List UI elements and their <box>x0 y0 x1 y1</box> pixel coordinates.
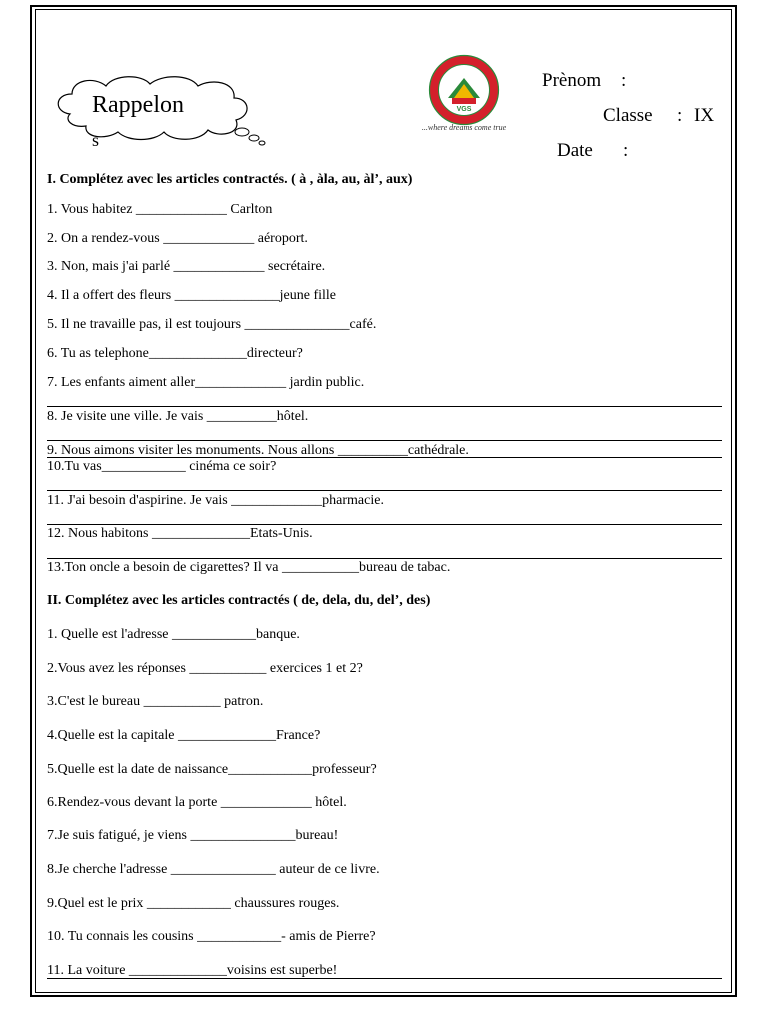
exercise-2-question: 11. La voiture ______________voisins est superbe! <box>47 963 338 978</box>
cloud-title: Rappelon <box>92 92 184 118</box>
exercise-2-question: 8.Je cherche l'adresse _______________ auteur de ce livre. <box>47 862 380 877</box>
answer-line <box>47 490 722 491</box>
exercise-1-question: 7. Les enfants aiment aller_____________ jardin public. <box>47 375 365 390</box>
answer-line <box>47 978 722 979</box>
cloud-title-continuation: s <box>92 130 100 150</box>
exercise-1-question: 6. Tu as telephone______________directeur? <box>47 346 303 361</box>
exercise-1-question: 13.Ton oncle a besoin de cigarettes? Il va ___________bureau de tabac. <box>47 560 451 575</box>
exercise-1-question: 8. Je visite une ville. Je vais __________hôtel. <box>47 409 309 424</box>
prenom-colon: : <box>621 70 627 91</box>
logo-tagline: ...where dreams come true <box>421 123 507 132</box>
exercise-2-question: 6.Rendez-vous devant la porte _____________ hôtel. <box>47 795 347 810</box>
answer-line <box>47 457 722 458</box>
exercise-2-question: 9.Quel est le prix ____________ chaussures rouges. <box>47 896 340 911</box>
exercise-1-question: 5. Il ne travaille pas, il est toujours _______________café. <box>47 317 377 332</box>
exercise-1-question: 1. Vous habitez _____________ Carlton <box>47 202 273 217</box>
date-colon: : <box>623 140 629 161</box>
exercise-2-question: 3.C'est le bureau ___________ patron. <box>47 694 264 709</box>
exercise-1-question: 12. Nous habitons ______________Etats-Unis. <box>47 526 313 541</box>
section-2-title: II. Complétez avec les articles contractés ( de, dela, du, del’, des) <box>47 593 431 608</box>
prenom-label: Prènom <box>542 70 602 91</box>
exercise-2-question: 7.Je suis fatigué, je viens _______________bureau! <box>47 828 339 843</box>
exercise-1-question: 9. Nous aimons visiter les monuments. Nous allons __________cathédrale. <box>47 443 469 458</box>
exercise-2-question: 5.Quelle est la date de naissance____________professeur? <box>47 762 377 777</box>
exercise-2-question: 10. Tu connais les cousins ____________- amis de Pierre? <box>47 929 376 944</box>
answer-line <box>47 440 722 441</box>
date-label: Date <box>557 140 593 161</box>
classe-colon: : <box>677 105 683 126</box>
svg-text:VGS: VGS <box>456 106 472 113</box>
section-1-title: I. Complétez avec les articles contractés. ( à , àla, au, àl’, aux) <box>47 172 413 187</box>
exercise-1-question: 10.Tu vas____________ cinéma ce soir? <box>47 459 277 474</box>
exercise-2-question: 1. Quelle est l'adresse ____________banque. <box>47 627 300 642</box>
exercise-1-question: 4. Il a offert des fleurs _______________jeune fille <box>47 288 337 303</box>
classe-value: IX <box>694 105 715 126</box>
answer-line <box>47 406 722 407</box>
exercise-1-question: 11. J'ai besoin d'aspirine. Je vais _____________pharmacie. <box>47 493 384 508</box>
exercise-2-question: 4.Quelle est la capitale ______________France? <box>47 728 321 743</box>
answer-line <box>47 558 722 559</box>
exercise-1-question: 3. Non, mais j'ai parlé _____________ secrétaire. <box>47 259 326 274</box>
exercise-2-question: 2.Vous avez les réponses ___________ exercices 1 et 2? <box>47 661 363 676</box>
classe-label: Classe <box>603 105 653 126</box>
exercise-1-question: 2. On a rendez-vous _____________ aéroport. <box>47 231 308 246</box>
answer-line <box>47 524 722 525</box>
